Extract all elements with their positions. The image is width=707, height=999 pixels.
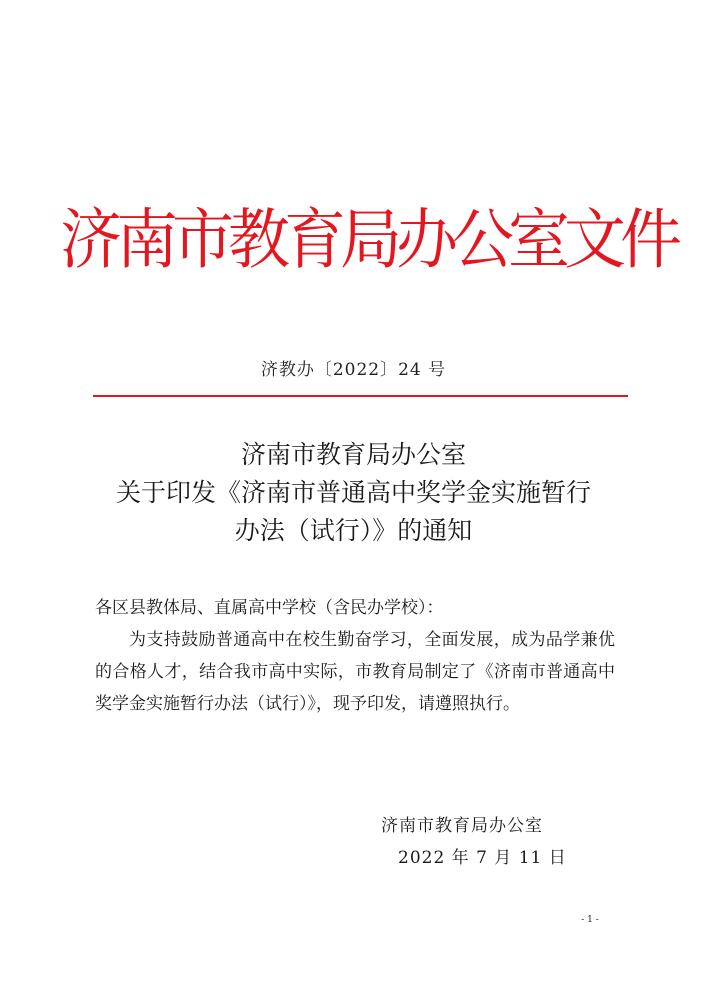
salutation: 各区县教体局、直属高中学校（含民办学校）： — [95, 598, 444, 618]
document-number: 济教办〔2022〕24 号 — [260, 360, 447, 380]
body-paragraph: 为支持鼓励普通高中在校生勤奋学习，全面发展，成为品学兼优的合格人才，结合我市高中实际，市教育局制定了《济南市普通高中奖学金实施暂行办法（试行）》，现予印发，请遵照执行。 — [95, 630, 615, 714]
notice-title — [60, 436, 647, 550]
notice-title-line-2: 关于印发《济南市普通高中奖学金实施暂行 — [115, 478, 591, 507]
notice-body — [95, 592, 615, 720]
signature-date: 2022 年 7 月 11 日 — [398, 848, 567, 868]
red-divider-line — [93, 395, 628, 397]
signature-organization: 济南市教育局办公室 — [381, 816, 543, 836]
notice-title-line-1: 济南市教育局办公室 — [240, 440, 466, 469]
document-header-title: 济南市教育局办公室文件 — [60, 201, 677, 278]
notice-title-line-3: 办法（试行）》的通知 — [234, 516, 473, 545]
page-number: - 1 - — [581, 915, 599, 925]
